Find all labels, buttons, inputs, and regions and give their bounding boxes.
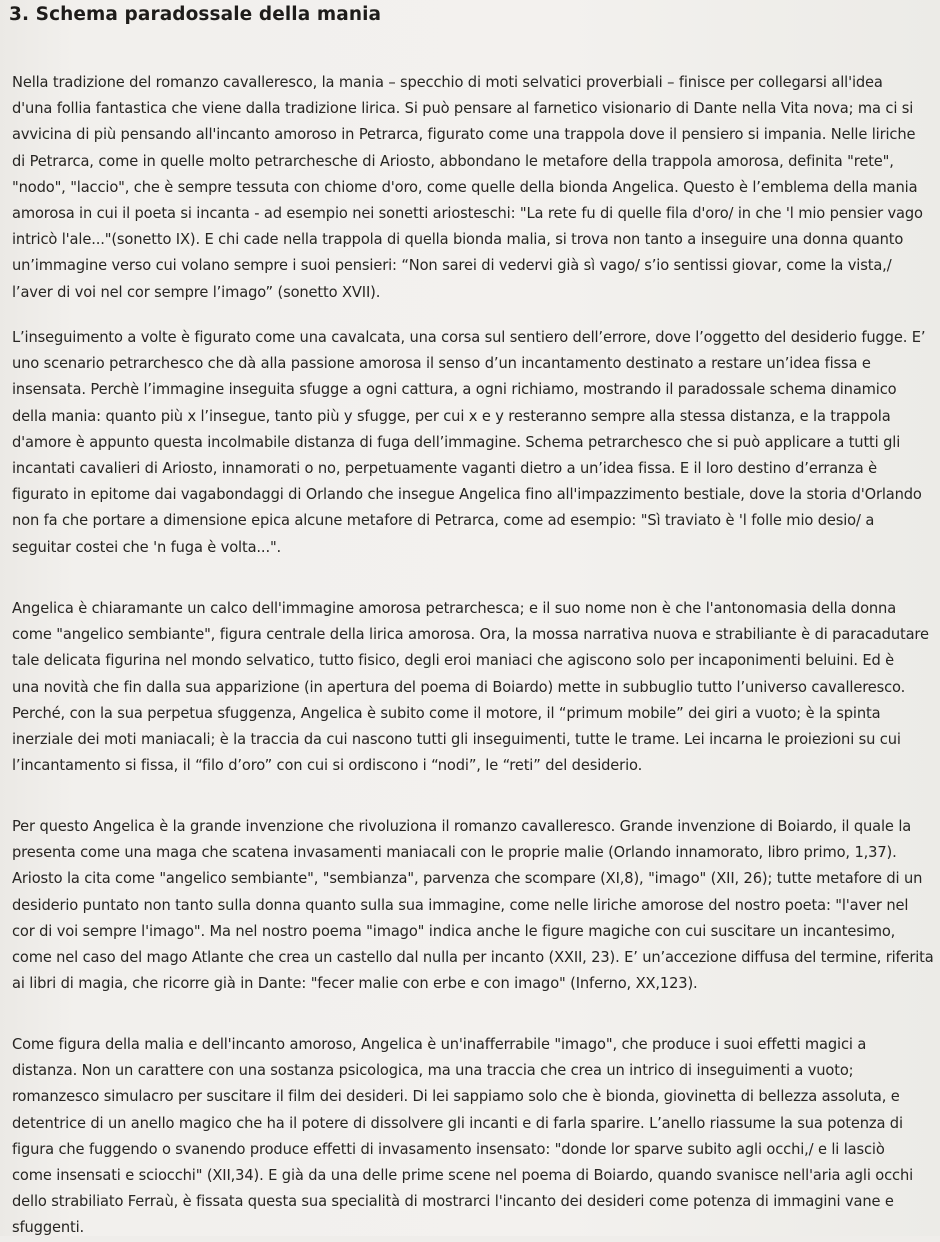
text-line: uno scenario petrarchesco che dà alla passione amorosa il senso d’un incantamento destinato a restare un’idea fissa e	[12, 355, 871, 373]
text-line: come insensati e sciocchi" (XII,34). E già da una delle prime scene nel poema di Boiardo, quando svanisce nell'aria agli occhi	[12, 1166, 914, 1184]
paragraph-4	[12, 814, 940, 997]
text-line: L’inseguimento a volte è figurato come una cavalcata, una corsa sul sentiero dell’errore, dove l’oggetto del desiderio fugge. E’	[12, 329, 926, 346]
text-line: detentrice di un anello magico che ha il potere di dissolvere gli incanti e di farla sparire. L’anello riassume la sua potenza di	[12, 1114, 903, 1132]
text-line: incantati cavalieri di Ariosto, innamorati o no, perpetuamente vaganti dietro a un’idea fissa. E il loro destino d’erranza è	[12, 459, 877, 477]
paragraph-2	[12, 325, 940, 561]
text-line: presenta come una maga che scatena invasamenti maniacali con le proprie malie (Orlando innamorato, libro primo, 1,37).	[12, 844, 897, 862]
text-line: come nel caso del mago Atlante che crea un castello dal nulla per incanto (XXII, 23). E’ un’accezione diffusa del termine, riferita	[12, 948, 934, 966]
text-line: seguitar costei che 'n fuga è volta...".	[12, 538, 282, 556]
text-line: Per questo Angelica è la grande invenzione che rivoluziona il romanzo cavalleresco. Grande invenzione di Boiardo, il quale la	[12, 818, 912, 835]
text-line: un’immagine verso cui volano sempre i suoi pensieri: “Non sarei di vedervi già sì vago/ s’io sentissi giovar, come la vista,/	[12, 257, 892, 275]
text-line: desiderio puntato non tanto sulla donna quanto sulla sua immagine, come nelle liriche amorose del nostro poeta: "l'aver nel	[12, 896, 909, 914]
text-line: avvicina di più pensando all'incanto amoroso in Petrarca, figurato come una trappola dove il pensiero si impania. Nelle liriche	[12, 126, 916, 144]
text-line: di Petrarca, come in quelle molto petrarchesche di Ariosto, abbondano le metafore della trappola amorosa, definita "rete",	[12, 152, 894, 170]
text-line: ai libri di magia, che ricorre già in Dante: "fecer malie con erbe e con imago" (Inferno, XX,123).	[12, 975, 698, 993]
text-line: della mania: quanto più x l’insegue, tanto più y sfugge, per cui x e y resteranno sempre alla stessa distanza, e la trappola	[12, 407, 891, 425]
text-line: cor di voi sempre l'imago". Ma nel nostro poema "imago" indica anche le figure magiche con cui suscitare un incantesimo,	[12, 922, 896, 940]
text-line: una novità che fin dalla sua apparizione (in apertura del poema di Boiardo) mette in subbuglio tutto l’universo cavalleresco.	[12, 678, 906, 696]
text-line: "nodo", "laccio", che è sempre tessuta con chiome d'oro, come quelle della bionda Angelica. Questo è l’emblema della mania	[12, 178, 918, 196]
paragraph-5	[12, 1032, 940, 1242]
text-line: Come figura della malia e dell'incanto amoroso, Angelica è un'inafferrabile "imago", che produce i suoi effetti magici a	[12, 1036, 867, 1053]
text-line: tale delicata figurina nel mondo selvatico, tutto fisico, degli eroi maniaci che agiscono solo per incaponimenti beluini. Ed è	[12, 652, 895, 670]
text-line: non fa che portare a dimensione epica alcune metafore di Petrarca, come ad esempio: "Sì traviato è 'l folle mio desio/ a	[12, 512, 875, 530]
text-line: sfuggenti.	[12, 1219, 85, 1237]
text-line: l’incantamento si fissa, il “filo d’oro” con cui si ordiscono i “nodi”, le “reti” del desiderio.	[12, 757, 643, 775]
text-line: Angelica è chiaramante un calco dell'immagine amorosa petrarchesca; e il suo nome non è che l'antonomasia della donna	[12, 600, 897, 617]
paragraph-1	[12, 70, 940, 306]
text-line: inerziale dei moti maniacali; è la traccia da cui nascono tutti gli inseguimenti, tutte le trame. Lei incarna le proiezioni su cui	[12, 730, 901, 748]
text-line: d'una follia fantastica che viene dalla tradizione lirica. Si può pensare al farnetico visionario di Dante nella Vita nova; ma ci si	[12, 100, 914, 118]
text-line: figura che fuggendo o svanendo produce effetti di invasamento insensato: "donde lor sparve subito agli occhi,/ e li lasciò	[12, 1140, 885, 1158]
text-line: l’aver di voi nel cor sempre l’imago” (sonetto XVII).	[12, 283, 381, 301]
text-line: romanzesco simulacro per suscitare il film dei desideri. Di lei sappiamo solo che è bionda, giovinetta di bellezza assoluta, e	[12, 1088, 900, 1106]
text-line: Nella tradizione del romanzo cavalleresco, la mania – specchio di moti selvatici proverbiali – finisce per collegarsi all'idea	[12, 74, 883, 91]
text-line: intricò l'ale..."(sonetto IX). E chi cade nella trappola di quella bionda malia, si trova non tanto a inseguire una donna quanto	[12, 231, 904, 249]
text-line: come "angelico sembiante", figura centrale della lirica amorosa. Ora, la mossa narrativa nuova e strabiliante è di paracadutare	[12, 626, 929, 644]
text-line: amorosa in cui il poeta si incanta - ad esempio nei sonetti ariosteschi: "La rete fu di quelle fila d'oro/ in che 'l mio pensier vago	[12, 204, 923, 222]
paragraph-3	[12, 596, 940, 779]
text-line: figurato in epitome dai vagabondaggi di Orlando che insegue Angelica fino all'impazzimento bestiale, dove la storia d'Orlando	[12, 486, 922, 504]
text-line: d'amore è appunto questa incolmabile distanza di fuga dell’immagine. Schema petrarchesco che si può applicare a tutti gli	[12, 433, 901, 451]
text-line: dello strabiliato Ferraù, è fissata questa sua specialità di mostrarci l'incanto dei desideri come potenza di immagini vane e	[12, 1193, 894, 1211]
text-line: insensata. Perchè l’immagine inseguita sfugge a ogni cattura, a ogni richiamo, mostrando il paradossale schema dinamico	[12, 381, 897, 399]
section-title: 3. Schema paradossale della mania	[9, 4, 382, 25]
text-line: Ariosto la cita come "angelico sembiante", "sembianza", parvenza che scompare (XI,8), "imago" (XII, 26); tutte metafore di un	[12, 870, 923, 888]
text-line: distanza. Non un carattere con una sostanza psicologica, ma una traccia che crea un intrico di inseguimenti a vuoto;	[12, 1062, 854, 1080]
text-line: Perché, con la sua perpetua sfuggenza, Angelica è subito come il motore, il “primum mobile” dei giri a vuoto; è la spinta	[12, 704, 881, 722]
